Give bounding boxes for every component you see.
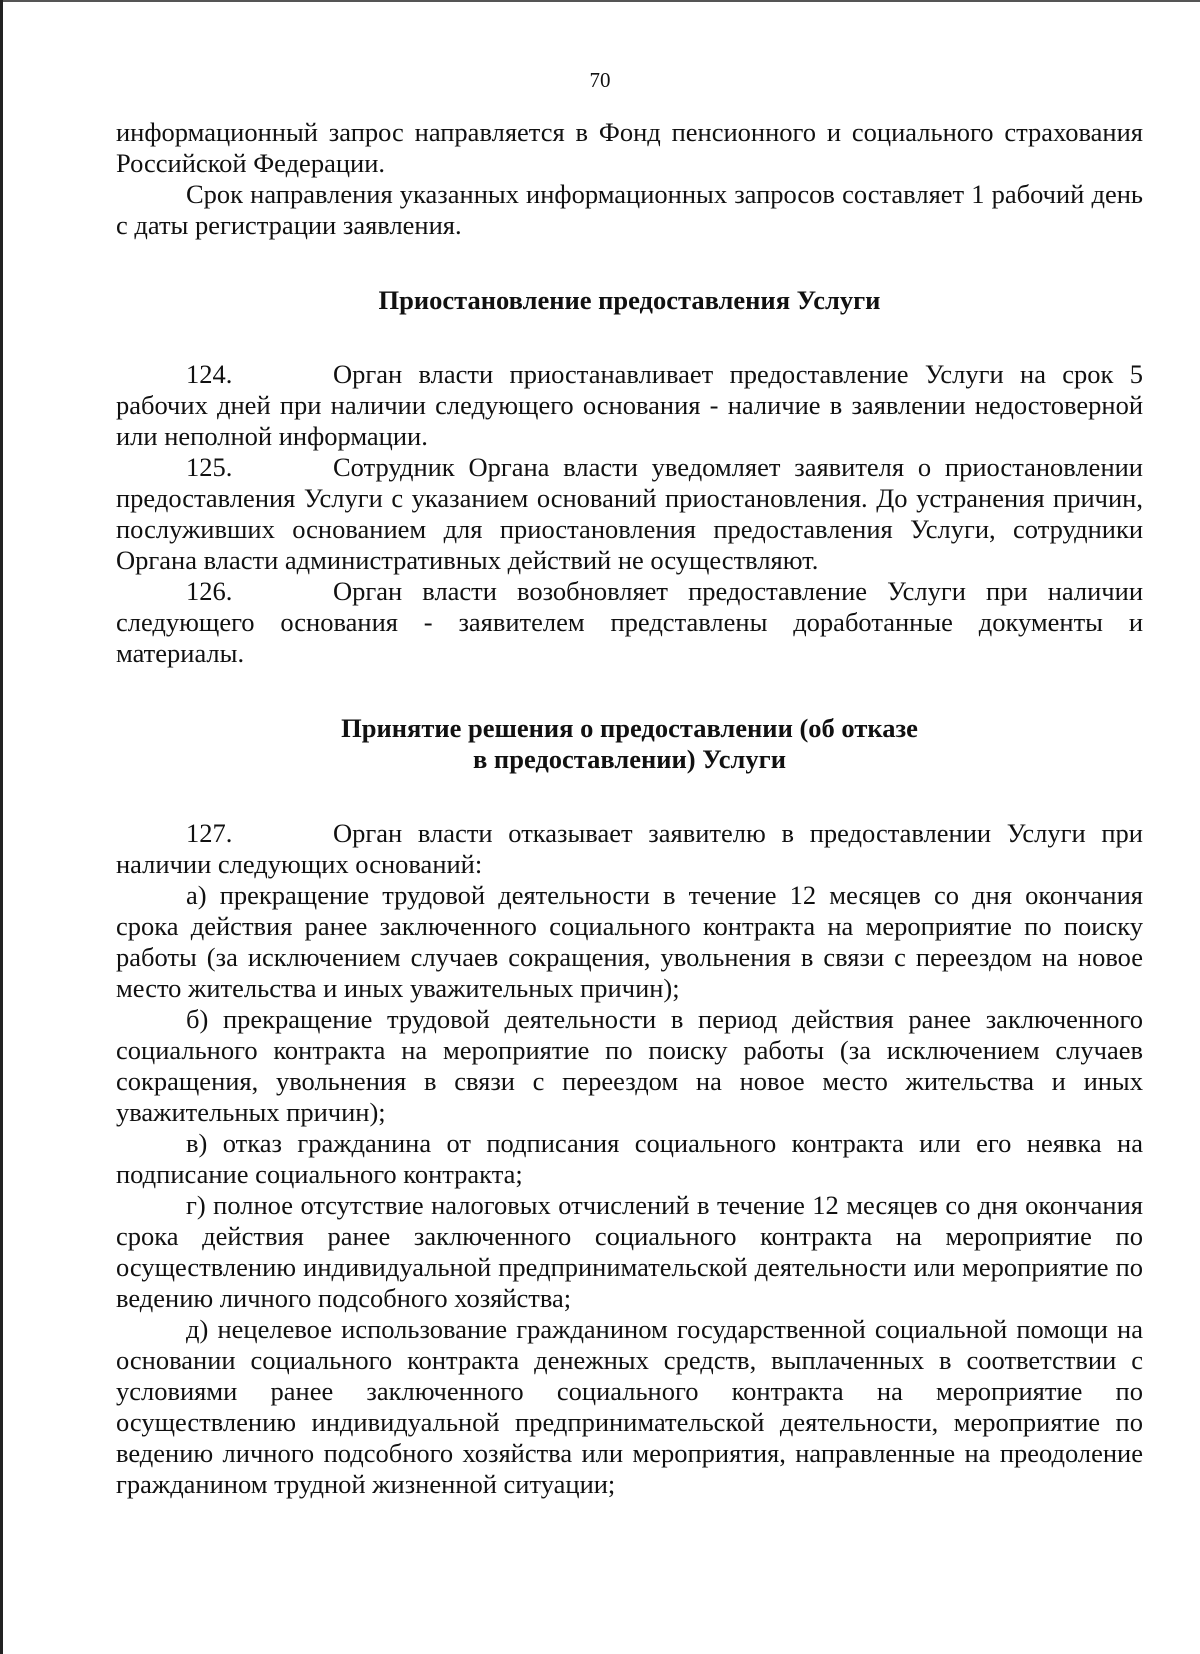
subclause-g: г) полное отсутствие налоговых отчислений в течение 12 месяцев со дня окончания срока действия ранее заключенного социального контракта на мероприятие по осуществлению индивидуальной предпринимательской деятельности или мероприятие по ведению личного подсобного хозяйства; (116, 1190, 1143, 1313)
scan-edge-top (0, 0, 1200, 2)
clause-number: 127. (186, 818, 233, 848)
clause-text: Орган власти отказывает заявителю в предоставлении Услуги при наличии следующих оснований: (116, 818, 1143, 879)
document-body (116, 117, 1143, 1500)
clause-126 (116, 576, 1143, 669)
section-heading-decision (116, 713, 1143, 775)
clause-124 (116, 359, 1143, 452)
section-heading-line: Принятие решения о предоставлении (об отказе (341, 713, 918, 743)
clause-127 (116, 818, 1143, 880)
subclause-a: а) прекращение трудовой деятельности в течение 12 месяцев со дня окончания срока действия ранее заключенного социального контракта на мероприятие по поиску работы (за исключением случаев сокращения, увольнения в связи с переездом на новое место жительства и иных уважительных причин); (116, 880, 1143, 1003)
section-heading-suspension: Приостановление предоставления Услуги (378, 285, 881, 315)
page-number: 70 (589, 68, 611, 92)
paragraph-continuation: информационный запрос направляется в Фонд пенсионного и социального страхования Российской Федерации. (116, 117, 1143, 178)
subclause-d: д) нецелевое использование гражданином государственной социальной помощи на основании социального контракта денежных средств, выплаченных в соответствии с условиями ранее заключенного социального контракта на мероприятие по осуществлению индивидуальной предпринимательской деятельности, мероприятие по ведению личного подсобного хозяйства или мероприятия, направленные на преодоление гражданином трудной жизненной ситуации; (116, 1314, 1143, 1499)
subclause-b: б) прекращение трудовой деятельности в период действия ранее заключенного социального контракта на мероприятие по поиску работы (за исключением случаев сокращения, увольнения в связи с переездом на новое место жительства и иных уважительных причин); (116, 1004, 1143, 1127)
clause-125 (116, 452, 1143, 576)
section-heading-line: в предоставлении) Услуги (473, 744, 786, 774)
scan-edge-left (0, 0, 3, 1654)
clause-number: 125. (186, 452, 233, 482)
clause-number: 124. (186, 359, 233, 389)
clause-text: Орган власти приостанавливает предоставление Услуги на срок 5 рабочих дней при наличии следующего основания - наличие в заявлении недостоверной или неполной информации. (116, 359, 1143, 451)
paragraph-request-deadline: Срок направления указанных информационных запросов составляет 1 рабочий день с даты регистрации заявления. (116, 179, 1143, 240)
clause-text: Сотрудник Органа власти уведомляет заявителя о приостановлении предоставления Услуги с указанием оснований приостановления. До устранения причин, послуживших основанием для приостановления предоставления Услуги, сотрудники Органа власти административных действий не осуществляют. (116, 452, 1143, 575)
clause-text: Орган власти возобновляет предоставление Услуги при наличии следующего основания - заявителем представлены доработанные документы и материалы. (116, 576, 1143, 668)
subclause-v: в) отказ гражданина от подписания социального контракта или его неявка на подписание социального контракта; (116, 1128, 1143, 1189)
clause-number: 126. (186, 576, 233, 606)
